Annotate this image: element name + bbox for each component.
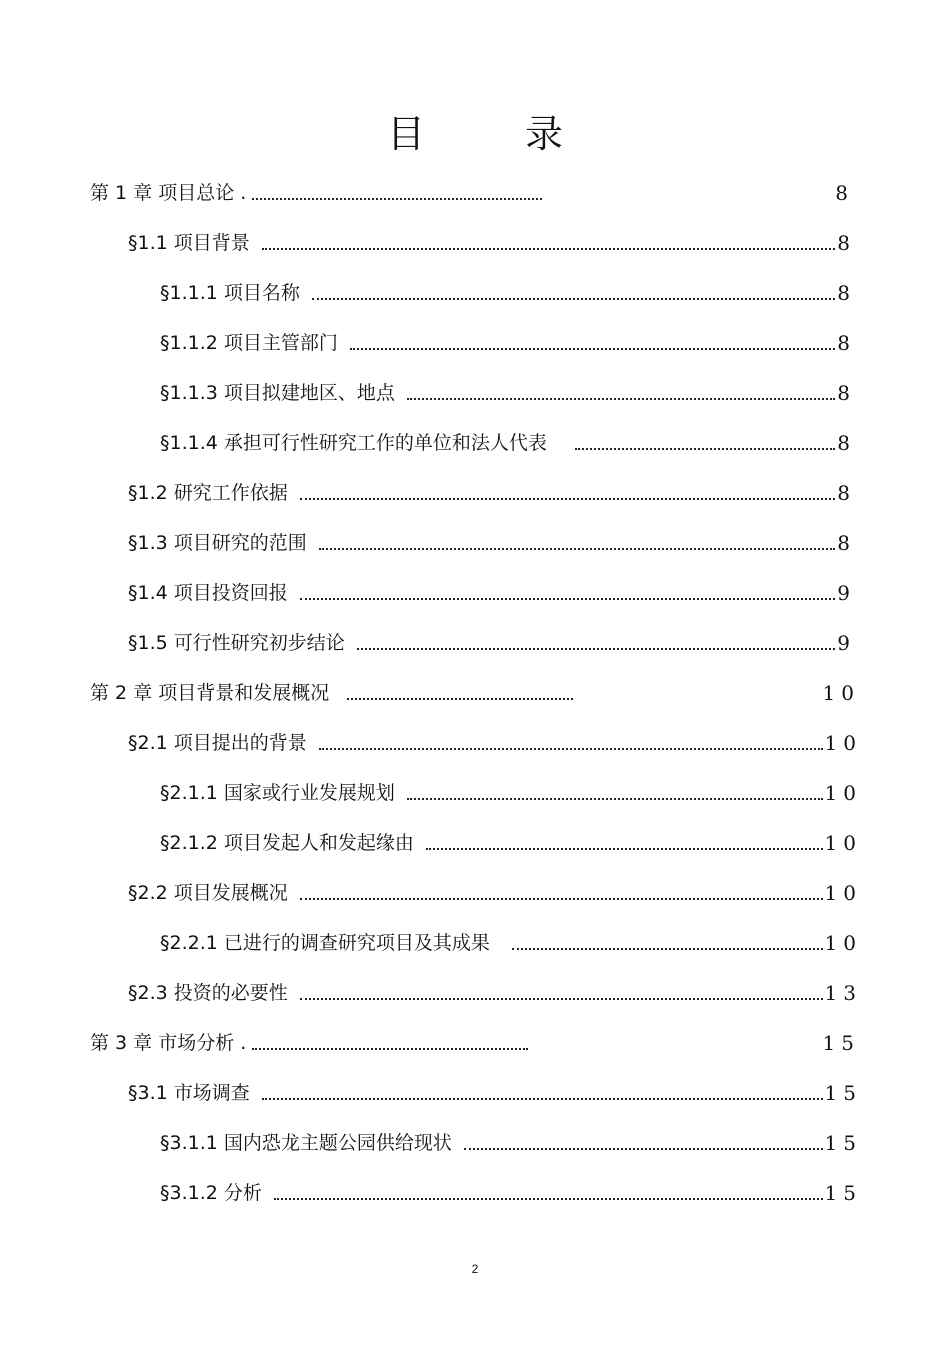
leader-dots <box>300 882 823 904</box>
leader-dots <box>512 932 823 954</box>
toc-entry-page: 15 <box>824 1131 862 1155</box>
leader-dots <box>300 582 836 604</box>
toc-entry-page: 8 <box>835 181 854 205</box>
toc-entry-page: 10 <box>824 781 862 805</box>
toc-entry-2-1-1[interactable] <box>160 768 862 818</box>
toc-entry-label: §1.3 项目研究的范围 <box>128 532 307 554</box>
leader-dots <box>262 1082 823 1104</box>
toc-entry-2-1-2[interactable] <box>160 818 862 868</box>
toc-entry-page: 9 <box>837 631 856 655</box>
toc-entry-label: 第 2 章 项目背景和发展概况 <box>90 682 330 704</box>
leader-dots <box>575 432 835 454</box>
toc-entry-page: 8 <box>837 531 856 555</box>
toc-entry-label: §2.2.1 已进行的调查研究项目及其成果 <box>160 932 490 954</box>
toc-entry-label: 第 3 章 市场分析 . <box>90 1032 247 1054</box>
leader-dots <box>347 682 573 704</box>
toc-entry-label: §1.2 研究工作依据 <box>128 482 288 504</box>
toc-entry-label: §1.5 可行性研究初步结论 <box>128 632 345 654</box>
leader-dots <box>350 332 835 354</box>
leader-dots <box>274 1182 823 1204</box>
toc-entry-label: §1.1.1 项目名称 <box>160 282 300 304</box>
toc-entry-page: 10 <box>824 931 862 955</box>
toc-entry-page: 13 <box>824 981 862 1005</box>
toc-entry-3-1[interactable] <box>128 1068 862 1118</box>
toc-entry-label: §3.1.2 分析 <box>160 1182 262 1204</box>
toc-entry-page: 10 <box>822 681 860 705</box>
toc-entry-1-1-1[interactable] <box>160 268 856 318</box>
toc-entry-label: §1.4 项目投资回报 <box>128 582 288 604</box>
leader-dots <box>407 382 835 404</box>
toc-entry-2-2-1[interactable] <box>160 918 862 968</box>
toc-entry-page: 15 <box>824 1081 862 1105</box>
leader-dots <box>300 982 823 1004</box>
toc-entry-label: §2.2 项目发展概况 <box>128 882 288 904</box>
toc-entry-2-2[interactable] <box>128 868 862 918</box>
leader-dots <box>464 1132 823 1154</box>
toc-entry-label: §2.1 项目提出的背景 <box>128 732 307 754</box>
leader-dots <box>407 782 823 804</box>
toc-entry-label: §1.1.2 项目主管部门 <box>160 332 338 354</box>
toc-entry-1-1-4[interactable] <box>160 418 856 468</box>
toc-entry-page: 15 <box>822 1031 860 1055</box>
toc-entry-page: 8 <box>837 381 856 405</box>
toc-entry-2-1[interactable] <box>128 718 862 768</box>
toc-entry-label: §2.1.2 项目发起人和发起缘由 <box>160 832 414 854</box>
toc-entry-label: §2.1.1 国家或行业发展规划 <box>160 782 395 804</box>
toc-entry-1-4[interactable] <box>128 568 856 618</box>
leader-dots <box>252 182 542 204</box>
leader-dots <box>252 1032 528 1054</box>
toc-entry-page: 10 <box>824 831 862 855</box>
toc-entry-label: §3.1.1 国内恐龙主题公园供给现状 <box>160 1132 452 1154</box>
toc-entry-2-3[interactable] <box>128 968 862 1018</box>
toc-entry-label: 第 1 章 项目总论 . <box>90 182 247 204</box>
toc-entry-page: 8 <box>837 481 856 505</box>
toc-entry-1-5[interactable] <box>128 618 856 668</box>
page-number: 2 <box>471 1262 479 1276</box>
toc-entry-page: 9 <box>837 581 856 605</box>
toc-entry-page: 15 <box>824 1181 862 1205</box>
toc-entry-3-1-1[interactable] <box>160 1118 862 1168</box>
toc-entry-chapter-1[interactable] <box>90 168 854 218</box>
toc-entry-3-1-2[interactable] <box>160 1168 862 1218</box>
toc-entry-1-3[interactable] <box>128 518 856 568</box>
leader-dots <box>300 482 836 504</box>
toc-entry-label: §1.1.4 承担可行性研究工作的单位和法人代表 <box>160 432 547 454</box>
toc-entry-chapter-2[interactable] <box>90 668 860 718</box>
toc-entry-1-1-2[interactable] <box>160 318 856 368</box>
leader-dots <box>312 282 835 304</box>
toc-entry-page: 10 <box>824 731 862 755</box>
toc-entry-page: 10 <box>824 881 862 905</box>
leader-dots <box>357 632 836 654</box>
toc-entry-page: 8 <box>837 281 856 305</box>
toc-entry-page: 8 <box>837 331 856 355</box>
toc-entry-label: §1.1.3 项目拟建地区、地点 <box>160 382 395 404</box>
toc-entry-label: §3.1 市场调查 <box>128 1082 250 1104</box>
leader-dots <box>262 232 836 254</box>
toc-entry-1-1[interactable] <box>128 218 856 268</box>
toc-entry-1-1-3[interactable] <box>160 368 856 418</box>
leader-dots <box>319 532 836 554</box>
toc-entry-1-2[interactable] <box>128 468 856 518</box>
leader-dots <box>319 732 823 754</box>
leader-dots <box>426 832 823 854</box>
toc-title: 目 录 <box>386 112 608 156</box>
toc-entry-page: 8 <box>837 231 856 255</box>
toc-entry-label: §1.1 项目背景 <box>128 232 250 254</box>
toc-entry-page: 8 <box>837 431 856 455</box>
toc-entry-label: §2.3 投资的必要性 <box>128 982 288 1004</box>
toc-entry-chapter-3[interactable] <box>90 1018 860 1068</box>
